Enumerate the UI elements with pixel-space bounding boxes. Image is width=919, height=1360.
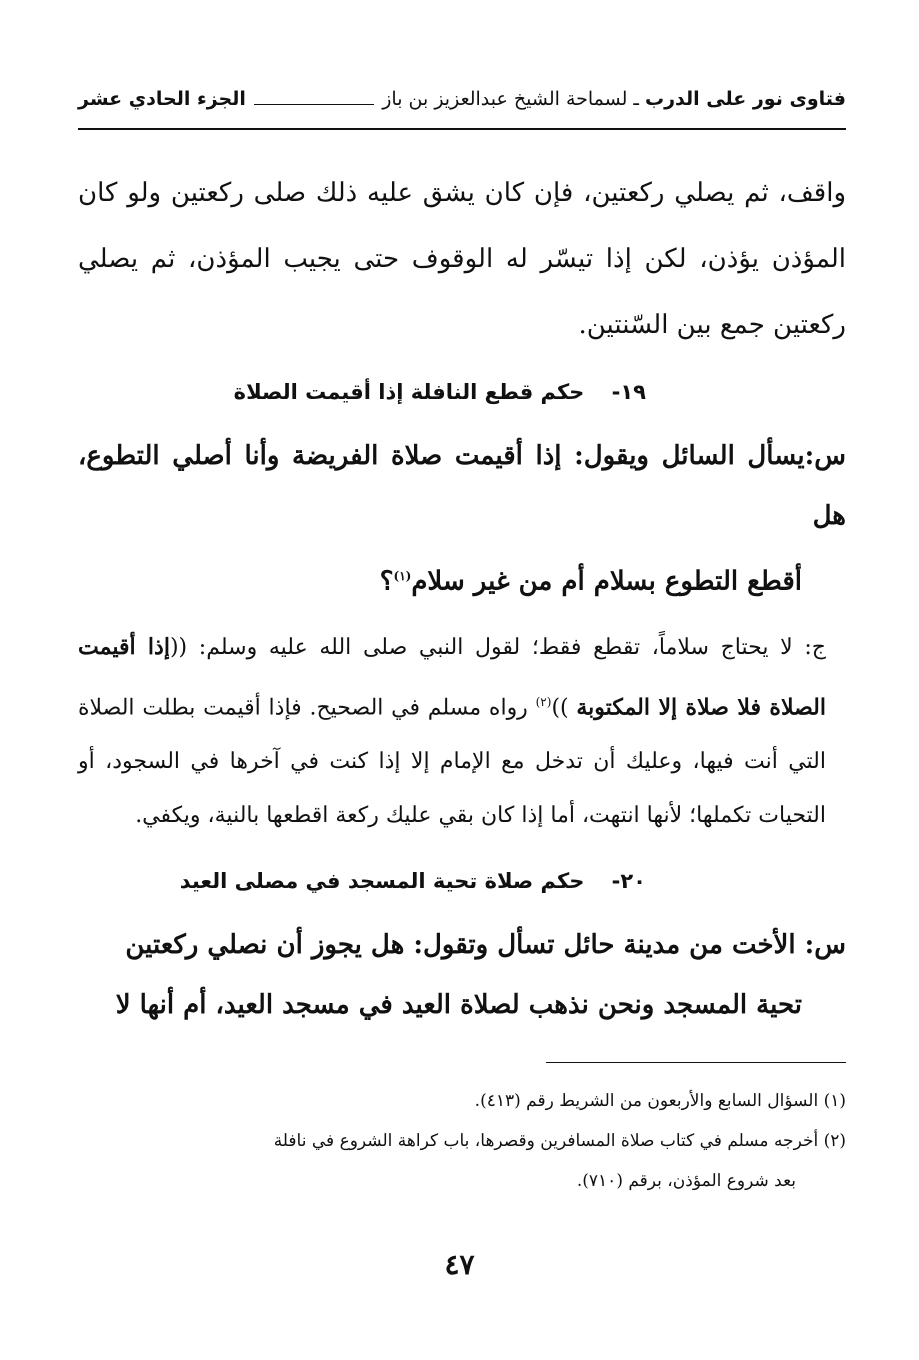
section-20-number: ٢٠- — [611, 868, 646, 893]
header-dash — [254, 90, 374, 105]
answer-hadith: إذا أقيمت الصلاة فلا صلاة إلا المكتوبة — [78, 633, 826, 720]
footnote-ref-2: (٢) — [535, 694, 552, 709]
question-text: يسأل السائل ويقول: إذا أقيمت صلاة الفريضة وأنا أصلي التطوع، هل — [78, 441, 846, 531]
section-20-title: حكم صلاة تحية المسجد في مصلى العيد — [179, 868, 585, 893]
section-19-question-line2 — [78, 546, 846, 612]
running-header — [78, 88, 846, 130]
section-19-number: ١٩- — [611, 380, 646, 404]
section-19-question-line1 — [78, 426, 846, 546]
question-text-2: أقطع التطوع بسلام أم من غير سلام — [411, 566, 802, 597]
footnote-ref-1: (١) — [393, 569, 412, 583]
footnote-rule — [546, 1062, 846, 1063]
header-line — [78, 88, 846, 110]
footnote-2-line2: بعد شروع المؤذن، برقم (٧١٠). — [576, 1171, 796, 1191]
section-19-heading — [78, 358, 846, 426]
author-name: ـ لسماحة الشيخ عبدالعزيز بن باز — [382, 88, 639, 110]
section-20-heading — [78, 847, 846, 915]
page-number: ٤٧ — [444, 1248, 475, 1281]
page-body — [78, 160, 846, 1035]
answer-hadith-close: )) — [551, 694, 577, 720]
footnote-2-line1: (٢) أخرجه مسلم في كتاب صلاة المسافرين وقصرها، باب كراهة الشروع في نافلة — [273, 1131, 846, 1151]
answer-rest: رواه مسلم في الصحيح. فإذا أقيمت بطلت الصلاة التي أنت فيها، وعليك أن تدخل مع الإمام إلا إذا كنت في آخرها في السجود، أو التحيات تكملها؛ لأنها انتهت، أما إذا كان بقي عليك ركعة اقطعها بالنية، ويكفي. — [78, 694, 826, 828]
intro-paragraph: واقف، ثم يصلي ركعتين، فإن كان يشق عليه ذلك صلى ركعتين ولو كان المؤذن يؤذن، لكن إذا تيسّر له الوقوف حتى يجيب المؤذن، ثم يصلي ركعتين جمع بين السّنتين. — [78, 178, 846, 340]
question-mark: ؟ — [379, 566, 394, 597]
section-20-question-line2: تحية المسجد ونحن نذهب لصلاة العيد في مسجد العيد، أم أنها لا — [115, 989, 802, 1020]
answer-prefix: ج: لا يحتاج سلاماً، تقطع فقط؛ لقول النبي صلى الله عليه وسلم: (( — [169, 634, 826, 660]
section-20-question-line1: س: الأخت من مدينة حائل تسأل وتقول: هل يجوز أن نصلي ركعتين — [125, 929, 846, 960]
footnotes — [78, 1062, 846, 1201]
book-title: فتاوى نور على الدرب — [645, 88, 846, 110]
question-prefix: س: — [804, 441, 846, 471]
volume-label: الجزء الحادي عشر — [78, 88, 246, 110]
section-19-title: حكم قطع النافلة إذا أقيمت الصلاة — [233, 380, 585, 404]
section-19-answer — [78, 620, 846, 843]
footnote-1: (١) السؤال السابع والأربعون من الشريط رقم (٤١٣). — [474, 1091, 846, 1111]
